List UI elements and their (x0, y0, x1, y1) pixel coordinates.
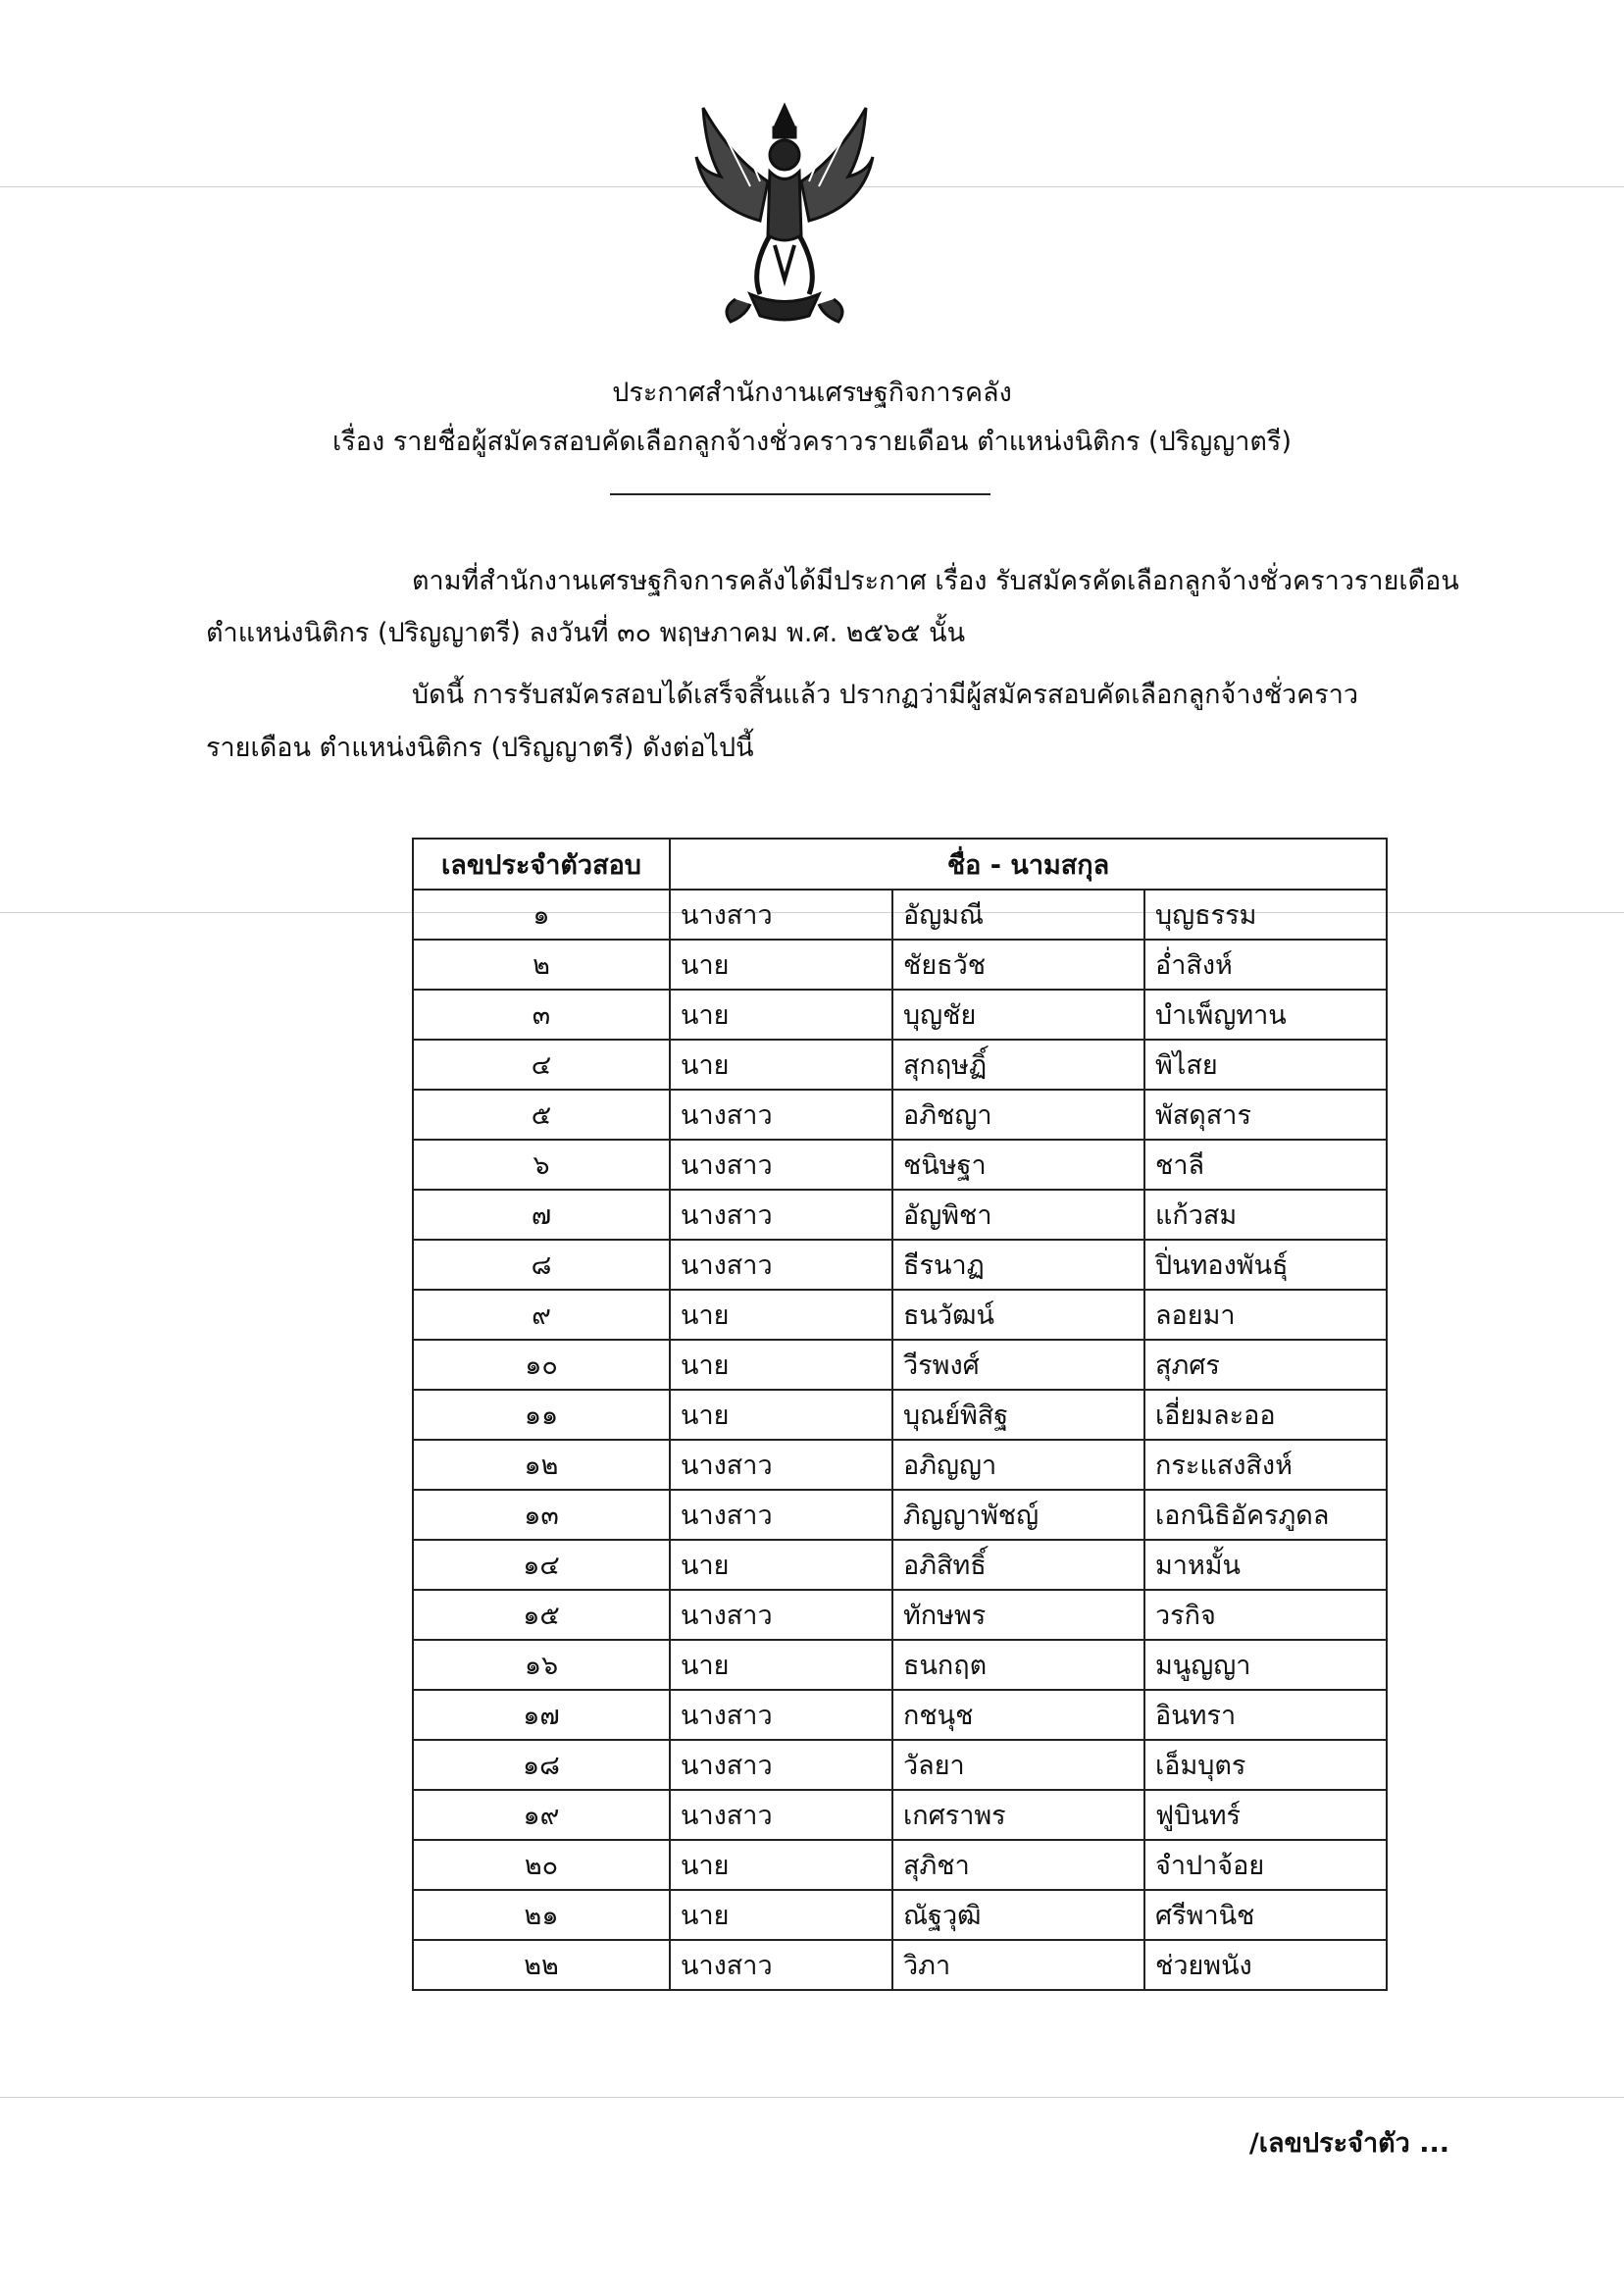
exam-id-cell: ๑ (413, 890, 670, 940)
last-name-cell: ฟูบินทร์ (1144, 1790, 1387, 1840)
name-title-cell: นางสาว (670, 1490, 892, 1540)
last-name-cell: อินทรา (1144, 1690, 1387, 1740)
first-name-cell: อัญพิชา (892, 1190, 1144, 1240)
name-title-cell: นางสาว (670, 1690, 892, 1740)
exam-id-cell: ๑๔ (413, 1540, 670, 1590)
first-name-cell: ธนกฤต (892, 1640, 1144, 1690)
garuda-emblem-icon (691, 98, 878, 329)
name-title-cell: นาย (670, 1890, 892, 1940)
last-name-cell: มนูญญา (1144, 1640, 1387, 1690)
name-title-cell: นาย (670, 1040, 892, 1090)
table-row (413, 1890, 1387, 1940)
table-row (413, 1440, 1387, 1490)
table-row (413, 1690, 1387, 1740)
table-row (413, 990, 1387, 1040)
table-row (413, 1040, 1387, 1090)
last-name-cell: ลอยมา (1144, 1290, 1387, 1340)
last-name-cell: อ่ำสิงห์ (1144, 940, 1387, 990)
last-name-cell: เอกนิธิอัครภูดล (1144, 1490, 1387, 1540)
name-title-cell: นาย (670, 1340, 892, 1390)
name-title-cell: นางสาว (670, 1090, 892, 1140)
exam-id-cell: ๒ (413, 940, 670, 990)
first-name-cell: วิภา (892, 1940, 1144, 1990)
table-row (413, 1940, 1387, 1990)
last-name-cell: ชาลี (1144, 1140, 1387, 1190)
first-name-cell: เกศราพร (892, 1790, 1144, 1840)
table-header-row (413, 839, 1387, 890)
last-name-cell: มาหมั้น (1144, 1540, 1387, 1590)
applicant-table-body (413, 890, 1387, 1990)
name-title-cell: นางสาว (670, 1240, 892, 1290)
exam-id-cell: ๑๖ (413, 1640, 670, 1690)
name-title-cell: นาย (670, 940, 892, 990)
paragraph-2-line-2: รายเดือน ตำแหน่งนิติกร (ปริญญาตรี) ดังต่อไปนี้ (206, 733, 754, 763)
last-name-cell: แก้วสม (1144, 1190, 1387, 1240)
exam-id-cell: ๑๗ (413, 1690, 670, 1740)
last-name-cell: วรกิจ (1144, 1590, 1387, 1640)
name-title-cell: นางสาว (670, 1740, 892, 1790)
exam-id-cell: ๑๕ (413, 1590, 670, 1640)
first-name-cell: อภิสิทธิ์ (892, 1540, 1144, 1590)
name-title-cell: นางสาว (670, 1590, 892, 1640)
first-name-cell: ณัฐวุฒิ (892, 1890, 1144, 1940)
column-header-full-name: ชื่อ - นามสกุล (670, 839, 1387, 890)
first-name-cell: บุณย์พิสิฐ (892, 1390, 1144, 1440)
name-title-cell: นางสาว (670, 1140, 892, 1190)
table-row (413, 1740, 1387, 1790)
exam-id-cell: ๓ (413, 990, 670, 1040)
name-title-cell: นางสาว (670, 1190, 892, 1240)
exam-id-cell: ๑๐ (413, 1340, 670, 1390)
table-row (413, 940, 1387, 990)
first-name-cell: อภิชญา (892, 1090, 1144, 1140)
exam-id-cell: ๑๒ (413, 1440, 670, 1490)
exam-id-cell: ๔ (413, 1040, 670, 1090)
name-title-cell: นาย (670, 1390, 892, 1440)
table-row (413, 1240, 1387, 1290)
last-name-cell: เอ็มบุตร (1144, 1740, 1387, 1790)
first-name-cell: วีรพงศ์ (892, 1340, 1144, 1390)
applicant-table (412, 838, 1388, 1991)
exam-id-cell: ๙ (413, 1290, 670, 1340)
announcement-title: ประกาศสำนักงานเศรษฐกิจการคลัง (612, 378, 1012, 408)
exam-id-cell: ๒๐ (413, 1840, 670, 1890)
table-row (413, 1840, 1387, 1890)
name-title-cell: นาย (670, 990, 892, 1040)
exam-id-cell: ๑๑ (413, 1390, 670, 1440)
name-title-cell: นางสาว (670, 1790, 892, 1840)
last-name-cell: ศรีพานิช (1144, 1890, 1387, 1940)
last-name-cell: พัสดุสาร (1144, 1090, 1387, 1140)
first-name-cell: บุญชัย (892, 990, 1144, 1040)
exam-id-cell: ๘ (413, 1240, 670, 1290)
exam-id-cell: ๑๘ (413, 1740, 670, 1790)
exam-id-cell: ๒๑ (413, 1890, 670, 1940)
last-name-cell: บำเพ็ญทาน (1144, 990, 1387, 1040)
table-row (413, 1140, 1387, 1190)
paragraph-1-line-2: ตำแหน่งนิติกร (ปริญญาตรี) ลงวันที่ ๓๐ พฤษภาคม พ.ศ. ๒๕๖๕ นั้น (206, 618, 966, 648)
name-title-cell: นาย (670, 1290, 892, 1340)
first-name-cell: ทักษพร (892, 1590, 1144, 1640)
table-row (413, 1090, 1387, 1140)
last-name-cell: สุภศร (1144, 1340, 1387, 1390)
exam-id-cell: ๑๙ (413, 1790, 670, 1840)
name-title-cell: นางสาว (670, 1440, 892, 1490)
table-row (413, 1290, 1387, 1340)
exam-id-cell: ๕ (413, 1090, 670, 1140)
last-name-cell: ช่วยพนัง (1144, 1940, 1387, 1990)
table-row (413, 1340, 1387, 1390)
table-row (413, 890, 1387, 940)
name-title-cell: นางสาว (670, 890, 892, 940)
name-title-cell: นาย (670, 1540, 892, 1590)
exam-id-cell: ๒๒ (413, 1940, 670, 1990)
table-row (413, 1190, 1387, 1240)
first-name-cell: ภิญญาพัชญ์ (892, 1490, 1144, 1540)
announcement-subject: เรื่อง รายชื่อผู้สมัครสอบคัดเลือกลูกจ้างชั่วคราวรายเดือน ตำแหน่งนิติกร (ปริญญาตรี) (332, 427, 1292, 457)
table-row (413, 1540, 1387, 1590)
last-name-cell: บุญธรรม (1144, 890, 1387, 940)
title-divider (610, 493, 990, 495)
paragraph-1-line-1: ตามที่สำนักงานเศรษฐกิจการคลังได้มีประกาศ เรื่อง รับสมัครคัดเลือกลูกจ้างชั่วคราวรายเดือน (412, 566, 1459, 596)
name-title-cell: นาย (670, 1640, 892, 1690)
table-row (413, 1490, 1387, 1540)
column-header-exam-id: เลขประจำตัวสอบ (413, 839, 670, 890)
first-name-cell: ชนิษฐา (892, 1140, 1144, 1190)
last-name-cell: จำปาจ้อย (1144, 1840, 1387, 1890)
first-name-cell: อภิญญา (892, 1440, 1144, 1490)
first-name-cell: กชนุช (892, 1690, 1144, 1740)
table-row (413, 1590, 1387, 1640)
first-name-cell: อัญมณี (892, 890, 1144, 940)
exam-id-cell: ๑๓ (413, 1490, 670, 1540)
exam-id-cell: ๖ (413, 1140, 670, 1190)
first-name-cell: ธีรนาฏ (892, 1240, 1144, 1290)
name-title-cell: นาย (670, 1840, 892, 1890)
last-name-cell: เอี่ยมละออ (1144, 1390, 1387, 1440)
table-row (413, 1390, 1387, 1440)
table-row (413, 1790, 1387, 1840)
paragraph-2-line-1: บัดนี้ การรับสมัครสอบได้เสร็จสิ้นแล้ว ปรากฏว่ามีผู้สมัครสอบคัดเลือกลูกจ้างชั่วคราว (412, 680, 1359, 710)
last-name-cell: พิไสย (1144, 1040, 1387, 1090)
scan-artifact-line (0, 2097, 1624, 2098)
first-name-cell: ธนวัฒน์ (892, 1290, 1144, 1340)
name-title-cell: นางสาว (670, 1940, 892, 1990)
first-name-cell: สุกฤษฏิ์ (892, 1040, 1144, 1090)
table-row (413, 1640, 1387, 1690)
first-name-cell: ชัยธวัช (892, 940, 1144, 990)
first-name-cell: วัลยา (892, 1740, 1144, 1790)
first-name-cell: สุภิชา (892, 1840, 1144, 1890)
last-name-cell: ปิ่นทองพันธุ์ (1144, 1240, 1387, 1290)
exam-id-cell: ๗ (413, 1190, 670, 1240)
continuation-note: /เลขประจำตัว ... (1248, 2128, 1449, 2159)
last-name-cell: กระแสงสิงห์ (1144, 1440, 1387, 1490)
